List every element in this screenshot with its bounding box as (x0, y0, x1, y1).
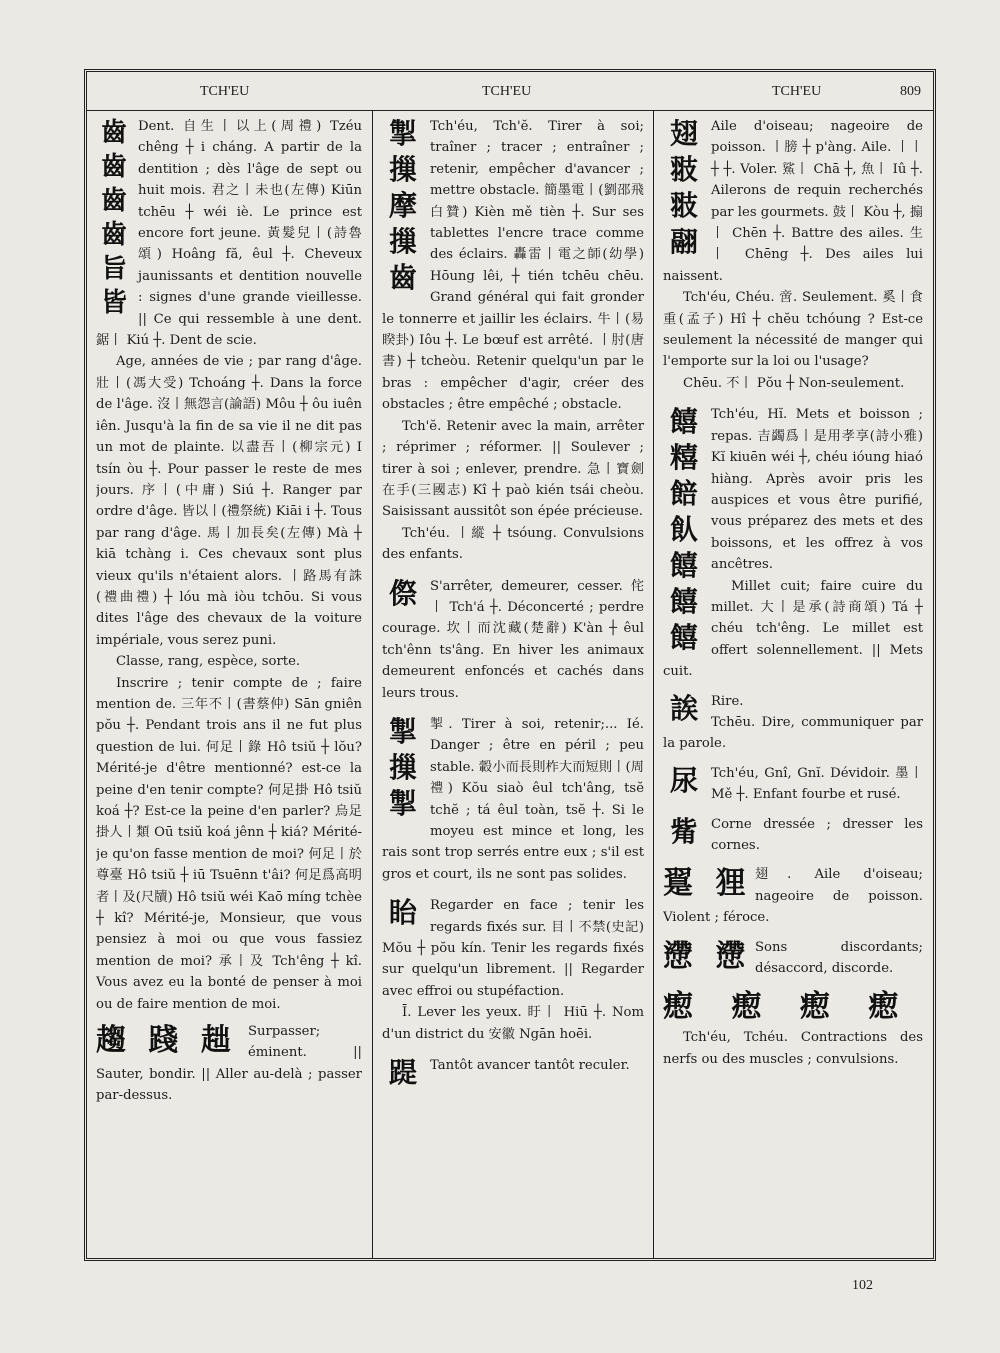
header-rule (86, 110, 934, 111)
entry-text: Chēu. 不丨 Pŏu ┼ Non-seulement. (683, 375, 905, 391)
entry-chi-gaze (382, 895, 644, 1002)
entry-text: Tch'éu, Tch'ĕ. Tirer à soi; traîner ; tracer ; entraîner ; retenir, empêcher d'avancer ; mettre obstacle. 簡墨電丨(劉邵飛白贊) Kièn mě tièn ┼. Sur ses tablettes l'encre trace comme des éclairs. 轟雷丨電之師(幼學) Hōung lêi, ┼ tién tchēu chēu. Grand général qui fait gronder le tonnerre et jaillir les éclairs. 牛丨(易睽卦) Iôu ┼. Le bœuf est arrêté. 丨肘(唐書) ┼ tcheòu. Retenir quelqu'un par le bras : empêcher d'agir, créer des obstacles ; être empêché ; obstacle. (382, 119, 644, 413)
entry-text: Millet cuit; faire cuire du millet. 大丨是承(詩商頌) Tá ┼ chéu tch'êng. Le millet est offert solennellement. || Mets cuit. (663, 578, 923, 680)
entry-text: Dent. 自生丨以上(周禮) Tzéu chêng ┼ i cháng. A partir de la dentition ; dès l'âge de sept ou huit mois. 君之丨未也(左傳) Kiūn tchēu ┼ wéi iè. Le prince est encore fort jeune. 黃髮兒丨(詩魯頌) Hoâng fă, êul ┼. Cheveux jaunissants et dentition nouvelle : signes d'une grande vieillesse. || Ce qui ressemble à une dent. 鋸丨 Kiú ┼. Dent de scie. (96, 119, 362, 349)
entry-text: Inscrire ; tenir compte de ; faire mention de. 三年不丨(書蔡仲) Sān gniên pŏu ┼. Pendant trois ans il ne fut plus question de lui. 何足丨錄 Hô tsiŭ ┼ lŏu? Mérité-je d'être mentionné? est-ce la peine d'en tenir compte? 何足掛 Hô tsiŭ koá ┼? Est-ce la peine d'en parler? 烏足掛人丨類 Oū tsiŭ koá jênn ┼ kiá? Mérité-je qu'on fasse mention de moi? 何足丨於尊臺 Hô tsiŭ ┼ iū Tsuēnn t'âi? 何足爲高明者丨及(尺牘) Hô tsiŭ wéi Kaō míng tchèe ┼ kî? Mérité-je, Monsieur, que vous pensiez à moi ou que vous fassiez mention de moi? 承丨及 Tch'êng ┼ kî. Vous avez eu la bonté de penser à moi ou de faire mention de moi. (96, 675, 362, 1012)
headword-qu: 趨 踐 趉 (96, 1023, 237, 1059)
headword-chi-wing: 翅 翄 翄 翮 (669, 117, 698, 258)
headword-chi-laugh: 誒 (669, 691, 698, 725)
headword-chi-horn: 觜 (669, 814, 698, 848)
entry-text: Corne dressée ; dresser les cornes. (711, 816, 923, 853)
column-2 (382, 116, 644, 1254)
entry-text: Ī. Lever les yeux. 盱丨 Hiū ┼. Nom d'un district du 安徽 Ngān hoēi. (382, 1005, 644, 1042)
entry-text: Age, années de vie ; par rang d'âge. 壯丨(馮大受) Tchoáng ┼. Dans la force de l'âge. 沒丨無怨言(論語) Môu ┼ ôu iuên iên. Jusqu'à la fin de sa vie il ne dit pas un mot de plainte. 以盡吾丨(柳宗元) I tsín òu ┼. Pour passer le reste de mes jours. 序丨(中庸) Siú ┼. Ranger par ordre d'âge. 皆以丨(禮祭統) Kiāi i ┼. Tous par rang d'âge. 馬丨加長矣(左傳) Mà ┼ kiā tchàng i. Ces chevaux sont plus vieux qu'ils n'étaient alors. 丨路馬有誅(禮曲禮) ┼ lóu mà iòu tchōu. Si vous dites l'âge des chevaux de la voiture impériale, vous serez puni. (96, 354, 362, 648)
headword-chi-gaze: 眙 (388, 896, 417, 930)
page-header (84, 76, 936, 110)
headword-chi-convulsion: 瘛 瘛 瘛 瘛 (663, 989, 913, 1025)
running-head-center: TCH'EU (482, 84, 532, 99)
page-number: 809 (900, 84, 921, 99)
entry-text: Surpasser; éminent. || Sauter, bondir. || Aller au-delà ; passer par-dessus. (96, 1024, 362, 1104)
entry-text: Tantôt avancer tantôt reculer. (430, 1058, 630, 1074)
entry-chi-stop (382, 576, 644, 704)
column-rule-2 (653, 110, 654, 1258)
entry-text: Tch'éu, Tchéu. Contractions des nerfs ou des muscles ; convulsions. (663, 1030, 923, 1067)
entry-text: Tch'éu, Chéu. 啻. Seulement. 奚丨食重(孟子) Hî ┼ chĕu tchóung ? Est-ce seulement la nécessité de manger qui l'emporte sur la loi ou l'usage? (663, 290, 923, 370)
signature-mark: 102 (852, 1278, 873, 1293)
entry-chi-horn (663, 814, 923, 857)
headword-chi-reel: 尿 (669, 763, 698, 797)
entry-text: Tch'éu, Hĭ. Mets et boisson ; repas. 吉蠲爲丨是用孝享(詩小雅) Kĭ kiuēn wéi ┼, chéu ióung hiaó hiàng. Après avoir pris les auspices et vous être purifié, vous préparez des mets et des boissons, et les offrez à vos ancêtres. (711, 407, 923, 573)
entry-text: Aile d'oiseau; nageoire de poisson. 丨膀 ┼ p'àng. Aile. 丨丨 ┼ ┼. Voler. 鯊丨 Chā ┼, 魚丨 Iû ┼. Ailerons de requin recherchés par les gourmets. 鼓丨 Kòu ┼, 搧丨 Chēn ┼. Battre des ailes. 生丨 Chēng ┼. Des ailes lui naissent. (663, 119, 923, 284)
entry-chi-teeth (96, 116, 362, 351)
entry-chi-discord (663, 937, 923, 980)
entry-text: Tchēu. Dire, communiquer par la parole. (663, 714, 923, 752)
headword-chi-fierce: 翨 狸 (663, 866, 752, 902)
entry-text: Tch'ĕ. Retenir avec la main, arrêter ; réprimer ; réformer. || Soulever ; tirer à soi ; enlever, prendre. 急丨寶劍在手(三國志) Kî ┼ paò kién tsái cheòu. Saisissant aussitôt son épée précieuse. (382, 418, 644, 520)
headword-chi-stop: 傺 (388, 576, 417, 610)
entry-text: Rire. (711, 693, 744, 709)
entry-text: Classe, rang, espèce, sorte. (116, 654, 301, 670)
entry-text: Sons discordants; désaccord, discorde. (755, 939, 923, 977)
column-rule-1 (372, 110, 373, 1258)
entry-chi-fierce (663, 864, 923, 928)
entry-che-pull (382, 116, 644, 416)
entry-chi-laugh (663, 691, 923, 755)
entry-text: 掣. Tirer à soi, retenir;... Ié. Danger ; être en péril ; peu stable. 轂小而長則柞大而短則丨(周禮) Kŏu siaò êul tch'âng, tsĕ tchĕ ; tá êul toàn, tsĕ ┼. Si le moyeu est mince et long, les rais sont trop serrés entre eux ; s'il est gros et court, ils ne sont pas solides. (382, 716, 644, 882)
running-head-left: TCH'EU (200, 84, 250, 99)
headword-che: 掣 摷 摩 摷 齒 (388, 117, 417, 294)
entry-chi-reel (663, 763, 923, 806)
running-head-right: TCH'EU (772, 84, 822, 99)
entry-text: Regarder en face ; tenir les regards fixés sur. 目丨不禁(史記) Mŏu ┼ pŏu kín. Tenir les regards fixés sur quelqu'un librement. || Regarder avec effroi ou stupéfaction. (382, 898, 644, 999)
headword-chi-step: 踶 (388, 1056, 417, 1090)
headword-chi-discord: 懘 懘 (663, 938, 752, 974)
entry-text: S'arrêter, demeurer, cesser. 侘丨 Tch'á ┼. Déconcerté ; perdre courage. 坎丨而沈藏(楚辭) K'àn ┼ êul tch'ênn ts'âng. En hiver les animaux demeurent enfoncés et cachés dans leurs trous. (382, 578, 644, 701)
headword-chi: 齒 齒 齒 齒 旨 皆 (100, 118, 127, 318)
headword-che-danger: 掣 摷 掣 (388, 714, 417, 820)
entry-text: 翅. Aile d'oiseau; nageoire de poisson. Violent ; féroce. (663, 867, 923, 926)
entry-che-danger (382, 714, 644, 885)
column-1 (96, 116, 362, 1254)
headword-xi: 饎 糦 餢 飤 饎 饎 饎 (669, 405, 698, 655)
column-3 (663, 116, 923, 1254)
entry-text: Tch'éu. 丨縱 ┼ tsóung. Convulsions des enfants. (382, 525, 644, 563)
entry-chi-wing (663, 116, 923, 287)
entry-surpasser (96, 1021, 362, 1107)
entry-chi-convulsion (663, 987, 923, 1070)
entry-xi-food (663, 404, 923, 682)
entry-text: Tch'éu, Gnî, Gnĭ. Dévidoir. 墨丨 Mě ┼. Enfant fourbe et rusé. (711, 765, 923, 803)
entry-chi-step (382, 1055, 644, 1091)
